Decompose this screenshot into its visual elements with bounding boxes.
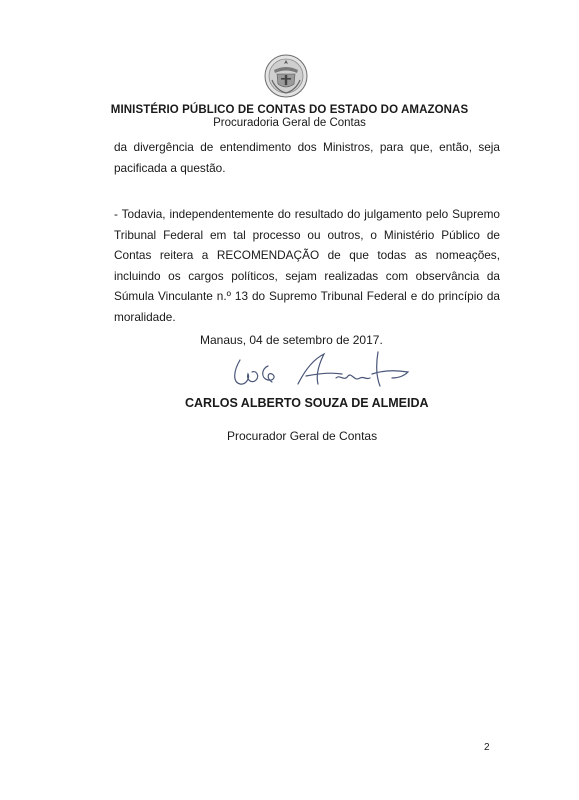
- signer-name: CARLOS ALBERTO SOUZA DE ALMEIDA: [185, 396, 429, 410]
- date-line: Manaus, 04 de setembro de 2017.: [200, 333, 383, 347]
- handwritten-signature: [226, 348, 412, 396]
- signer-role: Procurador Geral de Contas: [227, 429, 378, 443]
- organization-name: MINISTÉRIO PÚBLICO DE CONTAS DO ESTADO DO AMAZONAS: [110, 104, 469, 116]
- coat-of-arms-seal-icon: [264, 54, 308, 98]
- page-number: 2: [484, 742, 490, 753]
- organization-subtitle: Procuradoria Geral de Contas: [213, 117, 366, 129]
- body-paragraph-1: da divergência de entendimento dos Ministros, para que, então, seja pacificada a questão.: [114, 140, 500, 175]
- body-paragraph-2: - Todavia, independentemente do resultado do julgamento pelo Supremo Tribunal Federal em tal processo ou outros, o Ministério Público de Contas reitera a RECOMENDAÇÃO de que todas as nomeações, incluindo os cargos políticos, sejam realizadas com observância da Súmula Vinculante n.º 13 do Supremo Tribunal Federal e do princípio da moralidade.: [114, 207, 500, 324]
